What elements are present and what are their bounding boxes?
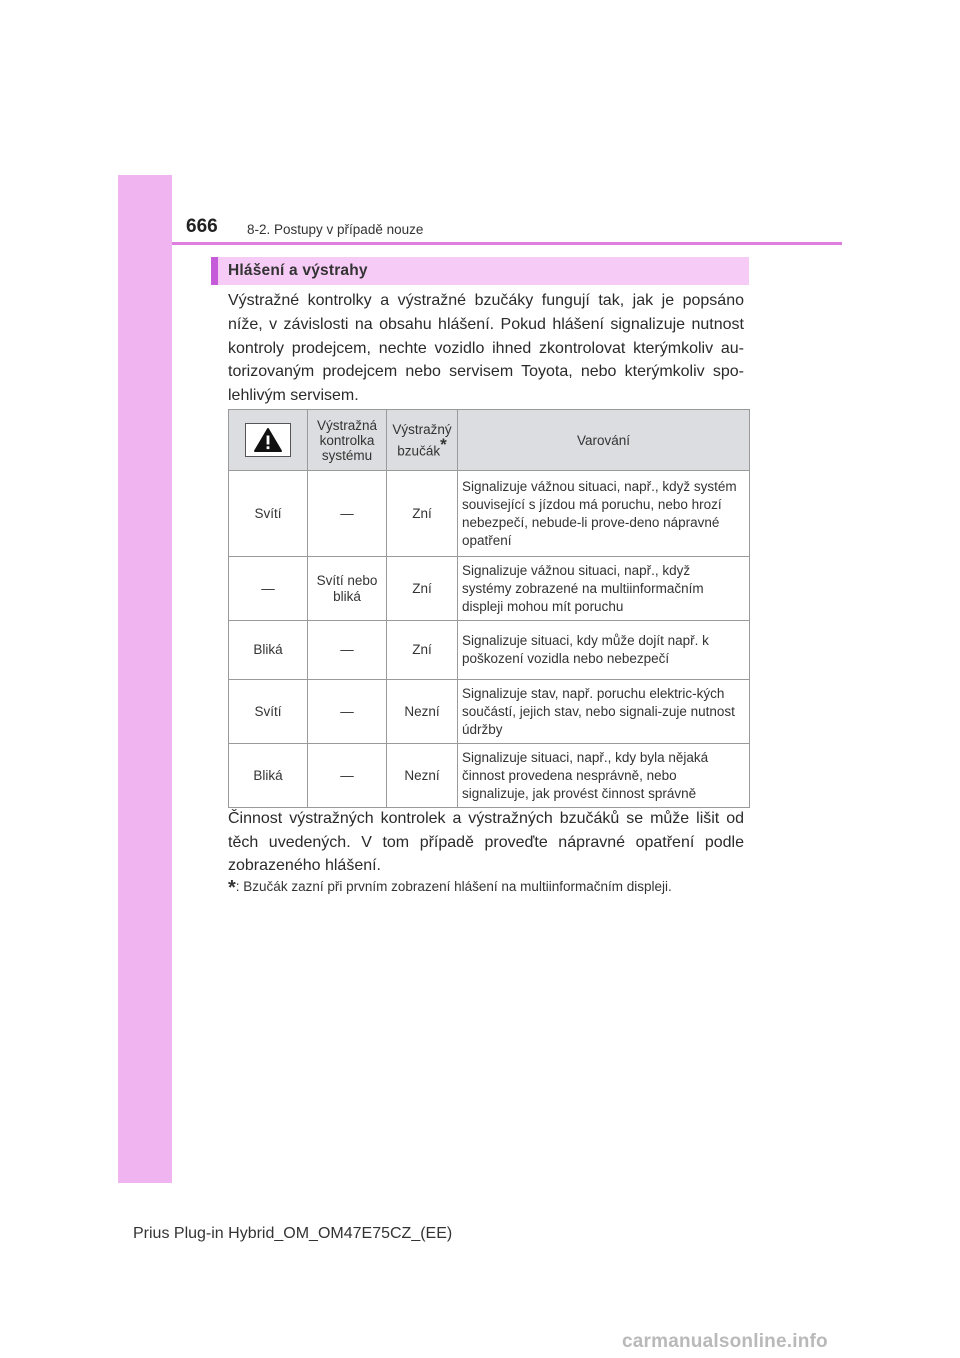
header-system-light-line2: kontrolka — [319, 432, 375, 448]
chapter-title: 8-2. Postupy v případě nouze — [247, 222, 424, 237]
warning-triangle-icon — [245, 423, 291, 457]
header-system-light — [308, 410, 387, 471]
cell-icon-state: Bliká — [229, 744, 308, 808]
footnote — [228, 877, 672, 900]
cell-buzzer: Nezní — [387, 744, 458, 808]
header-system-light-line1: Výstražná — [316, 417, 378, 433]
cell-icon-state: — — [229, 557, 308, 621]
header-buzzer-line1: Výstražný — [392, 421, 452, 437]
cell-buzzer: Zní — [387, 621, 458, 680]
cell-system-light: — — [308, 621, 387, 680]
document-footer: Prius Plug-in Hybrid_OM_OM47E75CZ_(EE) — [133, 1225, 453, 1242]
intro-paragraph: Výstražné kontrolky a výstražné bzučáky fungují tak, jak je popsáno níže, v závislosti na obsahu hlášení. Pokud hlášení signalizuje nutnost kontroly prodejcem, nechte vozidlo ihned zkontrolovat kterýmkoliv au-torizovaným prodejcem nebo servisem Toyota, nebo kterýmkoliv spo-lehlivým servisem. — [228, 292, 744, 405]
cell-system-light: Svítí nebo bliká — [308, 557, 387, 621]
table-row — [229, 621, 750, 680]
header-buzzer-line2: bzučák — [397, 443, 441, 459]
section-title: Hlášení a výstrahy — [228, 262, 368, 279]
cell-description: Signalizuje vážnou situaci, např., když systém související s jízdou má poruchu, nebo hrozí nebezpečí, nebude-li prove-deno nápravné opatření — [458, 471, 750, 557]
footnote-text: : Bzučák zazní při prvním zobrazení hlášení na multiinformačním displeji. — [235, 879, 672, 894]
cell-description: Signalizuje situaci, např., kdy byla nějaká činnost provedena nesprávně, nebo signalizuje, jak provést činnost správně — [458, 744, 750, 808]
cell-system-light: — — [308, 680, 387, 744]
cell-system-light: — — [308, 471, 387, 557]
watermark: carmanualsonline.info — [622, 1331, 828, 1352]
warning-table — [228, 409, 750, 808]
table-row — [229, 471, 750, 557]
cell-icon-state: Bliká — [229, 621, 308, 680]
cell-icon-state: Svítí — [229, 680, 308, 744]
cell-description: Signalizuje vážnou situaci, např., když systémy zobrazené na multiinformačním displeji mohou mít poruchu — [458, 557, 750, 621]
page-number: 666 — [186, 216, 218, 237]
section-heading — [211, 257, 749, 285]
cell-description: Signalizuje situaci, kdy může dojít např. k poškození vozidla nebo nebezpečí — [458, 621, 750, 680]
cell-description: Signalizuje stav, např. poruchu elektric-kých součástí, jejich stav, nebo signali-zuje nutnost údržby — [458, 680, 750, 744]
header-warning: Varování — [458, 410, 750, 471]
table-row — [229, 744, 750, 808]
cell-icon-state: Svítí — [229, 471, 308, 557]
header-divider — [172, 242, 842, 245]
cell-buzzer: Nezní — [387, 680, 458, 744]
header-system-light-line3: systému — [321, 447, 373, 463]
header-buzzer-footnote-mark: * — [440, 434, 447, 454]
outro-paragraph: Činnost výstražných kontrolek a výstražných bzučáků se může lišit od těch uvedených. V tom případě proveďte nápravné opatření podle zobrazeného hlášení. — [228, 810, 744, 874]
cell-buzzer: Zní — [387, 557, 458, 621]
table-row — [229, 557, 750, 621]
table-row — [229, 680, 750, 744]
header-buzzer — [387, 410, 458, 471]
table-header-row — [229, 410, 750, 471]
chapter-sidebar-tab — [118, 175, 172, 1183]
footnote-mark: * — [228, 877, 236, 899]
header-icon-cell — [229, 410, 308, 471]
cell-buzzer: Zní — [387, 471, 458, 557]
cell-system-light: — — [308, 744, 387, 808]
